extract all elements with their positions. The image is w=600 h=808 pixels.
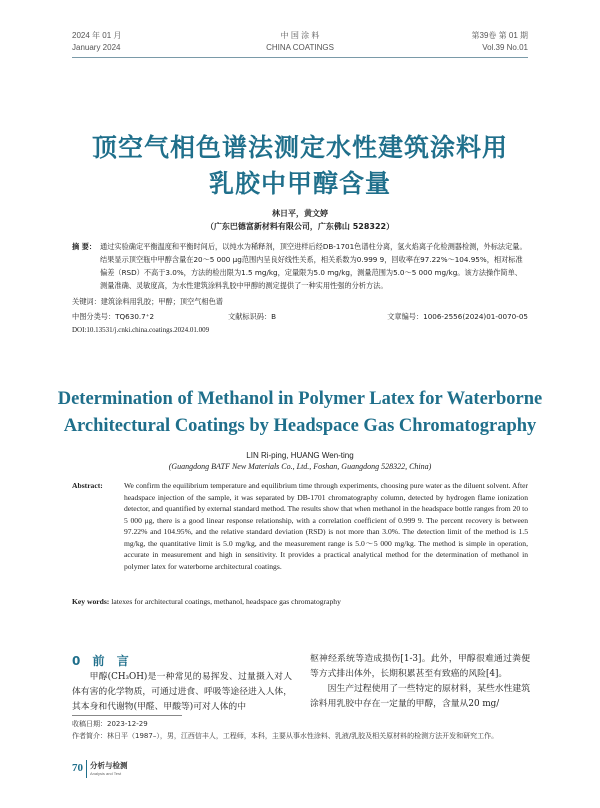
- header-date-en: January 2024: [72, 43, 121, 52]
- cn-affiliation: （广东巴德富新材料有限公司，广东佛山 528322）: [205, 222, 395, 231]
- en-keywords: [72, 597, 528, 606]
- cn-authors: 林日平，黄文婷: [272, 209, 328, 218]
- body-column-right: [310, 652, 530, 712]
- cn-abstract-text: 通过实验确定平衡温度和平衡时间后，以纯水为稀释剂，顶空进样后经DB-1701色谱柱分离，氢火焰离子化检测器检测，外标法定量。结果显示顶空瓶中甲醇含量在20～5 000 μg范围内呈良好线性关系，相关系数为0.999 9，回收率在97.22%～104.95%，相对标准偏差（RSD）不高于3.0%，方法的检出限为1.5 mg/kg，定量限为5.0 mg/kg，测量范围为5.0～5 000 mg/kg。该方法操作简单、测量准确、灵敏度高，为水性建筑涂料乳胶中甲醇的测定提供了一种实用性强的分析方法。: [100, 242, 527, 290]
- footnote-divider: [72, 715, 182, 716]
- cn-abstract-label: 摘 要：: [72, 242, 97, 251]
- header-volume-en: Vol.39 No.01: [482, 43, 528, 52]
- cn-abstract: [72, 240, 528, 292]
- header-journal-en: CHINA COATINGS: [266, 43, 334, 52]
- clc-number: 中图分类号：TQ630.7⁺2: [72, 312, 155, 321]
- header-volume: [472, 30, 528, 54]
- cn-title-line2: 乳胶中甲醇含量: [208, 169, 391, 198]
- footer-divider: [86, 760, 87, 778]
- cn-keywords-label: 关键词：: [72, 297, 101, 306]
- en-title: [0, 386, 600, 440]
- en-affiliation: (Guangdong BATF New Materials Co., Ltd., Foshan, Guangdong 528322, China): [168, 462, 432, 471]
- en-title-line1: Determination of Methanol in Polymer Latex for Waterborne: [57, 389, 543, 409]
- article-number: 文章编号：1006-2556(2024)01-0070-05: [387, 312, 528, 321]
- doi: DOI:10.13531/j.cnki.china.coatings.2024.01.009: [72, 326, 210, 334]
- footer-section-sub: Analysis and Test: [90, 771, 122, 776]
- en-keywords-text: latexes for architectural coatings, methanol, headspace gas chromatography: [111, 597, 341, 606]
- cn-keywords-text: 建筑涂料用乳胶；甲醇；顶空气相色谱: [100, 297, 223, 306]
- cn-title: [0, 130, 600, 202]
- en-authors: LIN Ri-ping, HUANG Wen-ting: [246, 451, 354, 460]
- page-number: 70: [72, 762, 83, 774]
- en-keywords-label: Key words:: [72, 597, 110, 606]
- cn-keywords: [72, 297, 528, 307]
- body-column-left: [72, 670, 292, 715]
- header-divider: [72, 57, 528, 58]
- en-abstract-text: We confirm the equilibrium temperature and equilibrium time through experiments, choosing pure water as the diluent solvent. After headspace injection of the sample, it was separated by DB-1701 chromatography column, detected by hydrogen flame ionization detector, and quantified by external standard method. The results show that when methanol in the headspace bottle ranges from 20 to 5 000 μg, there is a good linear response relationship, with a correlation coefficient of 0.999 9. The percent recovery is between 97.22% and 104.95%, and the relative standard deviation (RSD) is not more than 3.0%. The detection limit of the method is 1.5 mg/kg, the quantitative limit is 5.0 mg/kg, and the measurement range is 5.0～5 000 mg/kg. The method is simple in operation, accurate in measurement and high in sensitivity. It provides a practical analytical method for the determination of methanol in polymer latex for waterborne architectural coatings.: [124, 481, 528, 571]
- header-date-cn: 2024 年 01 月: [72, 31, 122, 40]
- cn-title-line1: 顶空气相色谱法测定水性建筑涂料用: [91, 133, 508, 162]
- header-volume-cn: 第39卷 第 01 期: [471, 31, 528, 40]
- section-heading: 0 前 言: [72, 654, 133, 668]
- received-date: 收稿日期：2023-12-29: [72, 720, 148, 728]
- body-paragraph: 甲醇(CH₃OH)是一种常见的易挥发、过量摄入对人体有害的化学物质，可通过进食、呼吸等途径进入人体，其本身和代谢物(甲醛、甲酸等)可对人体的中: [72, 672, 292, 712]
- en-title-line2: Architectural Coatings by Headspace Gas Chromatography: [63, 416, 537, 436]
- author-bio: 作者简介：林日平（1987–），男，江西信丰人，工程师，本科，主要从事水性涂料、乳液/乳胶及相关原材料的检测方法开发和研究工作。: [72, 732, 499, 740]
- en-abstract: [72, 480, 528, 572]
- body-paragraph: 因生产过程使用了一些特定的原材料，某些水性建筑涂料用乳胶中存在一定量的甲醇，含量从20 mg/: [310, 684, 530, 709]
- footer-section-label: 分析与检测: [90, 761, 128, 770]
- header-journal-cn: 中 国 涂 料: [280, 31, 320, 40]
- en-abstract-label: Abstract:: [72, 481, 103, 490]
- document-code: 文献标识码：B: [228, 312, 277, 321]
- body-paragraph: 枢神经系统等造成损伤[1-3]。此外，甲醇很难通过粪便等方式排出体外，长期积累甚至有致癌的风险[4]。: [310, 654, 530, 679]
